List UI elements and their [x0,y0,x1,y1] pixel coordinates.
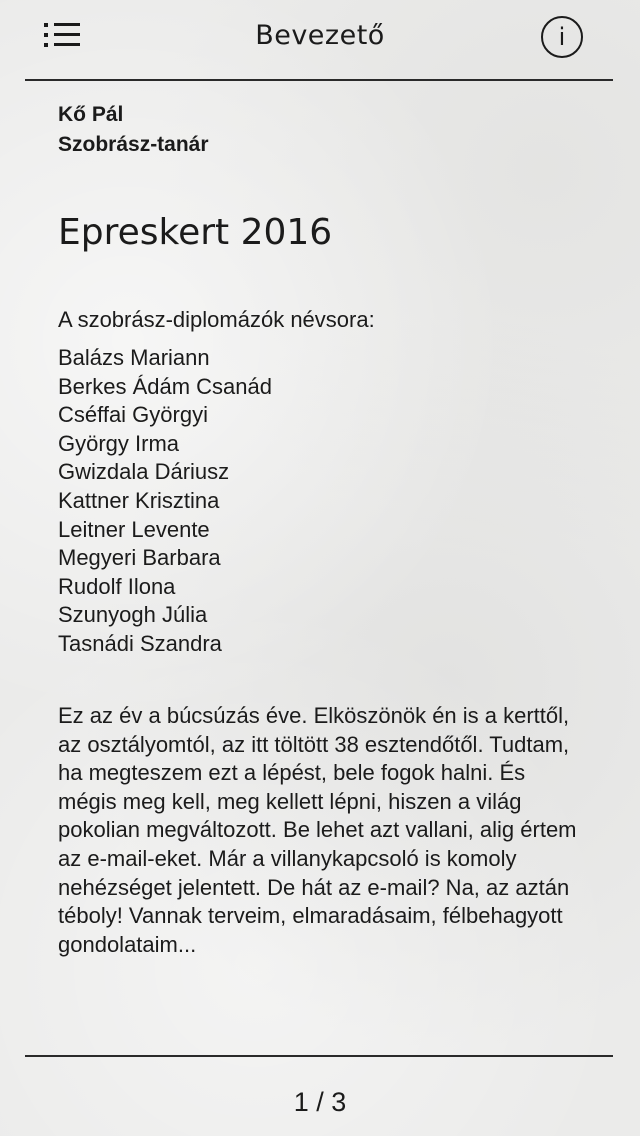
section-title: Epreskert 2016 [58,212,333,253]
footer-divider [25,1055,613,1057]
page-title: Bevezető [255,20,385,51]
list-intro: A szobrász-diplomázók névsora: [58,307,375,332]
menu-row [44,38,80,52]
page-indicator: 1 / 3 [293,1087,347,1117]
list-item: Megyeri Barbara [58,545,221,571]
list-item: Leitner Levente [58,516,210,542]
info-icon[interactable]: i [541,16,583,58]
list-item: Cséffai Györgyi [58,402,208,428]
list-item: Berkes Ádám Csanád [58,373,272,399]
menu-list-icon[interactable] [38,18,86,58]
list-item: György Irma [58,430,180,456]
body-paragraph: Ez az év a búcsúzás éve. Elköszönök én is a kerttől, az osztályomtól, az itt töltött 38 esztendőtől. Tudtam, ha megteszem ezt a lépést, bele fogok halni. És mégis meg kell, meg kellett lépni, hiszen a világ pokolian megváltozott. Be lehet azt vallani, alig értem az e-mail-eket. Már a villanykapcsoló is komoly nehézséget jelentett. De hát az e-mail? Na, az aztán téboly! Vannak terveim, elmaradásaim, félbehagyott gondolataim... [58,703,577,957]
article-content [58,100,588,957]
list-item: Balázs Mariann [58,345,210,370]
list-item: Szunyogh Júlia [58,602,208,628]
author-role: Szobrász-tanár [58,133,209,156]
header-bar [0,0,640,80]
list-item: Tasnádi Szandra [58,630,222,656]
list-item: Rudolf Ilona [58,573,176,599]
header-divider [25,79,613,81]
list-item: Kattner Krisztina [58,487,220,513]
list-item: Gwizdala Dáriusz [58,459,230,485]
graduate-list [58,344,272,659]
author-name: Kő Pál [58,103,124,126]
